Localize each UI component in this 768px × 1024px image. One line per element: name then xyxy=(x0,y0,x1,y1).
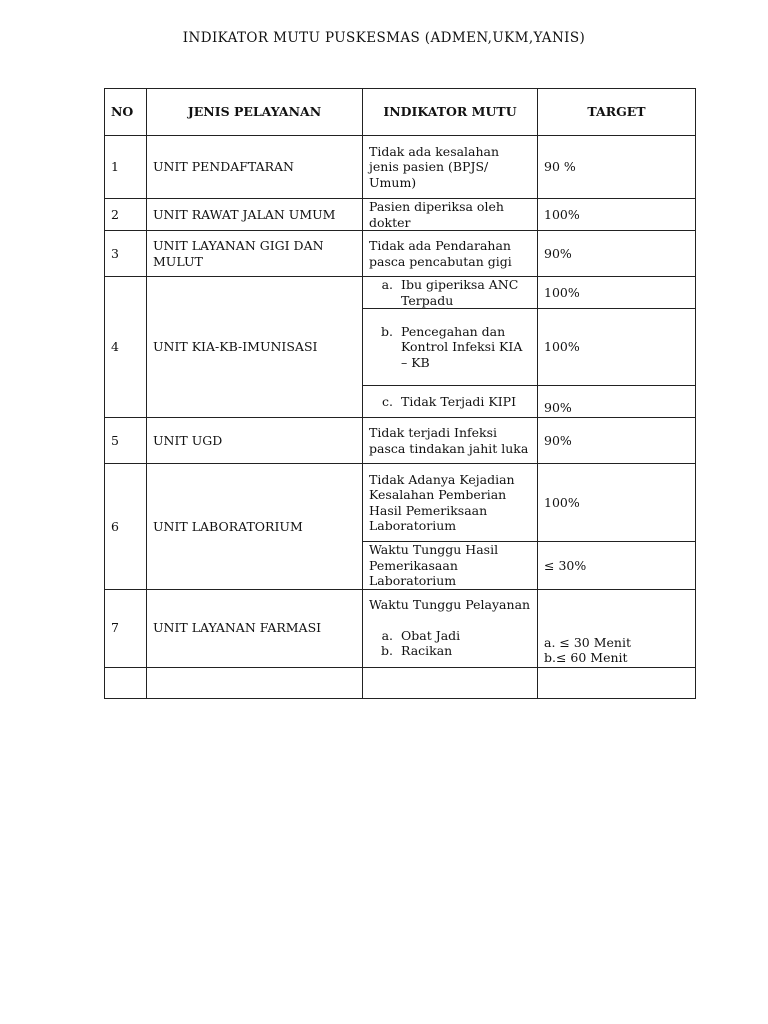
indicator-table xyxy=(104,88,696,699)
row-target: ≤ 30% xyxy=(538,542,696,590)
list-text: Racikan xyxy=(401,643,453,659)
table-row xyxy=(105,231,696,277)
row-no: 7 xyxy=(105,589,147,667)
row-indikator: Waktu Tunggu Hasil Pemerikasaan Laboratorium xyxy=(363,542,538,590)
row-target: 100% xyxy=(538,464,696,542)
row-jenis: UNIT KIA-KB-IMUNISASI xyxy=(147,277,363,418)
row-indikator: Pasien diperiksa oleh dokter xyxy=(363,199,538,231)
row-target xyxy=(538,589,696,667)
row-jenis: UNIT LAYANAN GIGI DAN MULUT xyxy=(147,231,363,277)
row-indikator xyxy=(363,589,538,667)
row-target: 100% xyxy=(538,277,696,309)
header-target: TARGET xyxy=(538,89,696,136)
table-row xyxy=(105,277,696,309)
row-no: 5 xyxy=(105,418,147,464)
table-row xyxy=(105,199,696,231)
page-title: INDIKATOR MUTU PUSKESMAS (ADMEN,UKM,YANIS) xyxy=(182,30,586,46)
empty-cell xyxy=(363,667,538,698)
list-text: Pencegahan dan Kontrol Infeksi KIA – KB xyxy=(401,323,523,370)
target-line: b.≤ 60 Menit xyxy=(544,650,628,665)
list-marker: a. xyxy=(381,277,393,292)
row-indikator: Tidak terjadi Infeksi pasca tindakan jahit luka xyxy=(363,418,538,464)
list-marker: b. xyxy=(381,323,393,339)
header-indikator: INDIKATOR MUTU xyxy=(363,89,538,136)
header-no: NO xyxy=(105,89,147,136)
row-no: 6 xyxy=(105,464,147,590)
row-target: 90% xyxy=(538,418,696,464)
table-header-row xyxy=(105,89,696,136)
list-marker: c. xyxy=(382,393,393,409)
row-no: 1 xyxy=(105,136,147,199)
list-text: Tidak Terjadi KIPI xyxy=(401,393,517,409)
row-no: 2 xyxy=(105,199,147,231)
row-target: 90 % xyxy=(538,136,696,199)
row-jenis: UNIT LABORATORIUM xyxy=(147,464,363,590)
indikator-intro: Waktu Tunggu Pelayanan xyxy=(369,597,531,613)
list-text: Obat Jadi xyxy=(401,627,461,643)
header-jenis: JENIS PELAYANAN xyxy=(147,89,363,136)
row-indikator: Tidak Adanya Kejadian Kesalahan Pemberian Hasil Pemeriksaan Laboratorium xyxy=(363,464,538,542)
row-target: 90% xyxy=(538,386,696,418)
row-target: 100% xyxy=(538,309,696,386)
empty-cell xyxy=(105,667,147,698)
row-no: 3 xyxy=(105,231,147,277)
list-marker: a. xyxy=(381,627,393,643)
list-marker: b. xyxy=(381,643,393,659)
row-jenis: UNIT PENDAFTARAN xyxy=(147,136,363,199)
empty-row xyxy=(105,667,696,698)
row-jenis: UNIT UGD xyxy=(147,418,363,464)
table-row xyxy=(105,464,696,542)
row-jenis: UNIT RAWAT JALAN UMUM xyxy=(147,199,363,231)
row-no: 4 xyxy=(105,277,147,418)
row-target: 90% xyxy=(538,231,696,277)
row-indikator-sub xyxy=(363,309,538,386)
row-target: 100% xyxy=(538,199,696,231)
row-indikator: Tidak ada Pendarahan pasca pencabutan gigi xyxy=(363,231,538,277)
table-row xyxy=(105,418,696,464)
list-text: Ibu giperiksa ANC Terpadu xyxy=(401,277,519,308)
row-indikator: Tidak ada kesalahan jenis pasien (BPJS/ Umum) xyxy=(363,136,538,199)
target-line: a. ≤ 30 Menit xyxy=(544,634,631,650)
table-row xyxy=(105,589,696,667)
row-indikator-sub xyxy=(363,277,538,309)
empty-cell xyxy=(147,667,363,698)
table-row xyxy=(105,136,696,199)
row-jenis: UNIT LAYANAN FARMASI xyxy=(147,589,363,667)
empty-cell xyxy=(538,667,696,698)
row-indikator-sub xyxy=(363,386,538,418)
